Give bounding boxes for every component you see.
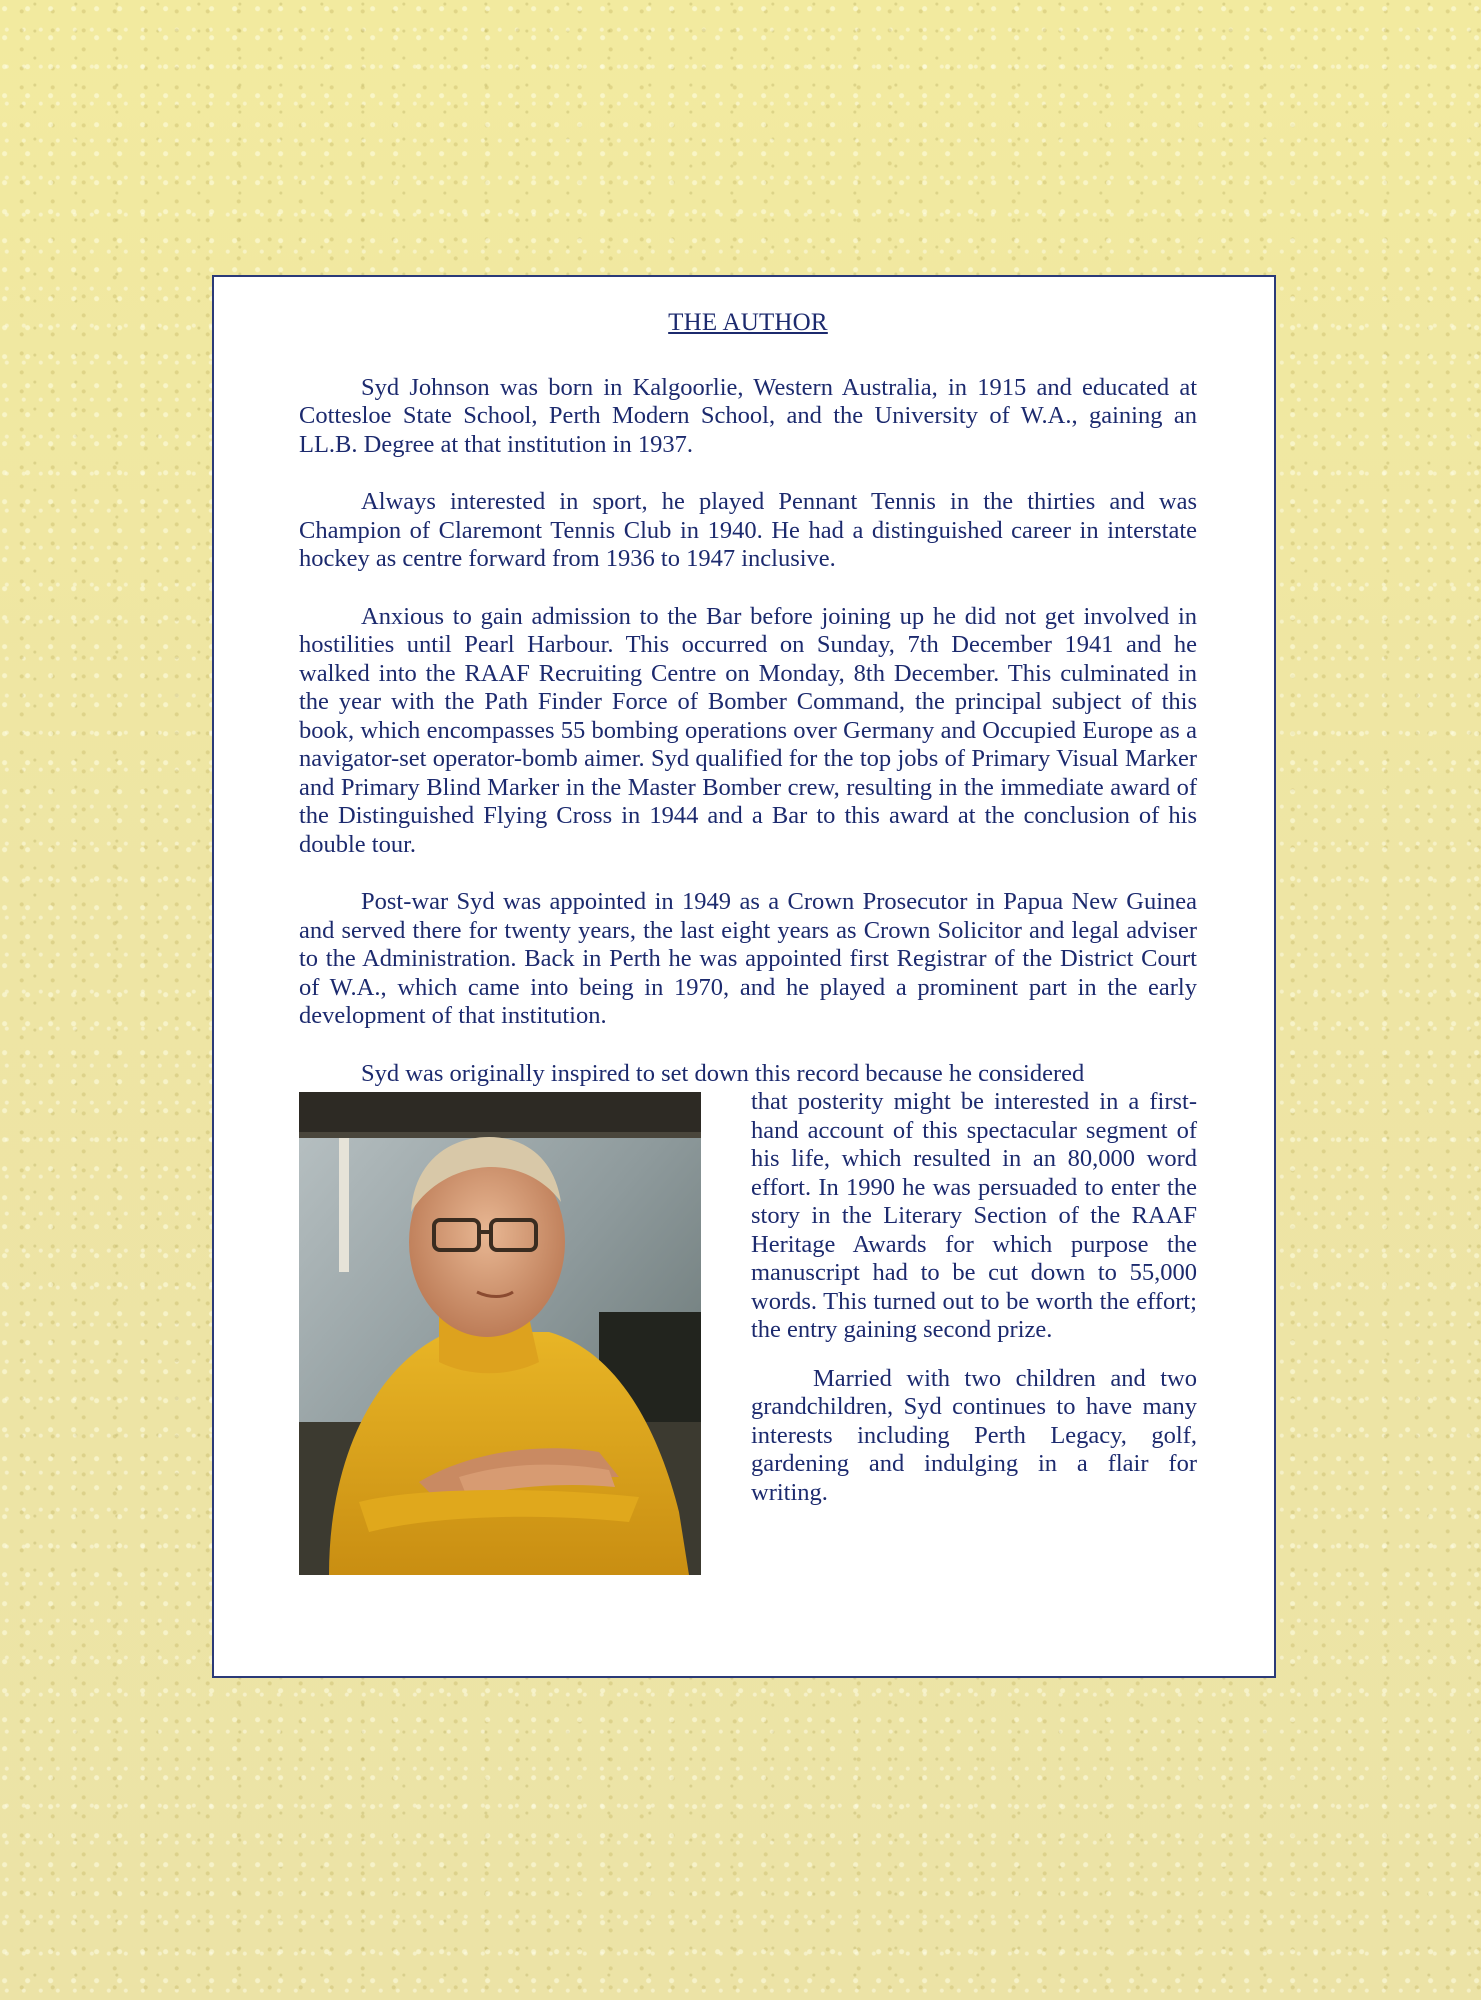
bio-paragraph-book: that posterity might be interested in a first-hand account of this spectacular segment of his life, which resulted in an 80,000 word effort. In 1990 he was persuaded to enter the story in the Literary Section of the RAAF Heritage Awards for which purpose the manuscript had to be cut down to 55,000 words. This turned out to be worth the effort; the entry gaining second prize. [751, 1088, 1197, 1343]
bio-content [299, 309, 1197, 1579]
page-title: THE AUTHOR [668, 309, 828, 336]
bio-paragraph-birth: Syd Johnson was born in Kalgoorlie, Western Australia, in 1915 and educated at Cottesloe State School, Perth Modern School, and the University of W.A., gaining an LL.B. Degree at that institution in 1937. [299, 373, 1197, 458]
bio-paragraph-postwar: Post-war Syd was appointed in 1949 as a Crown Prosecutor in Papua New Guinea and served there for twenty years, the last eight years as Crown Solicitor and legal adviser to the Administration. Back in Perth he was appointed first Registrar of the District Court of W.A., which came into being in 1970, and he played a prominent part in the early development of that institution. [299, 888, 1197, 1029]
author-photo [299, 1092, 701, 1575]
author-portrait-image [299, 1092, 701, 1575]
bio-paragraph-book-intro: Syd was originally inspired to set down this record because he considered [361, 1059, 1085, 1087]
bio-paragraph-family: Married with two children and two grandchildren, Syd continues to have many interests including Perth Legacy, golf, gardening and indulging in a flair for writing. [751, 1364, 1197, 1506]
bio-paragraph-sport: Always interested in sport, he played Pennant Tennis in the thirties and was Champion of Claremont Tennis Club in 1940. He had a distinguished career in interstate hockey as centre forward from 1936 to 1947 inclusive. [299, 488, 1197, 572]
author-bio-panel [212, 275, 1276, 1678]
bio-paragraph-war: Anxious to gain admission to the Bar before joining up he did not get involved in hostilities until Pearl Harbour. This occurred on Sunday, 7th December 1941 and he walked into the RAAF Recruiting Centre on Monday, 8th December. This culminated in the year with the Path Finder Force of Bomber Command, the principal subject of this book, which encompasses 55 bombing operations over Germany and Occupied Europe as a navigator-set operator-bomb aimer. Syd qualified for the top jobs of Primary Visual Marker and Primary Blind Marker in the Master Bomber crew, resulting in the immediate award of the Distinguished Flying Cross in 1944 and a Bar to this award at the conclusion of his double tour. [299, 602, 1197, 858]
